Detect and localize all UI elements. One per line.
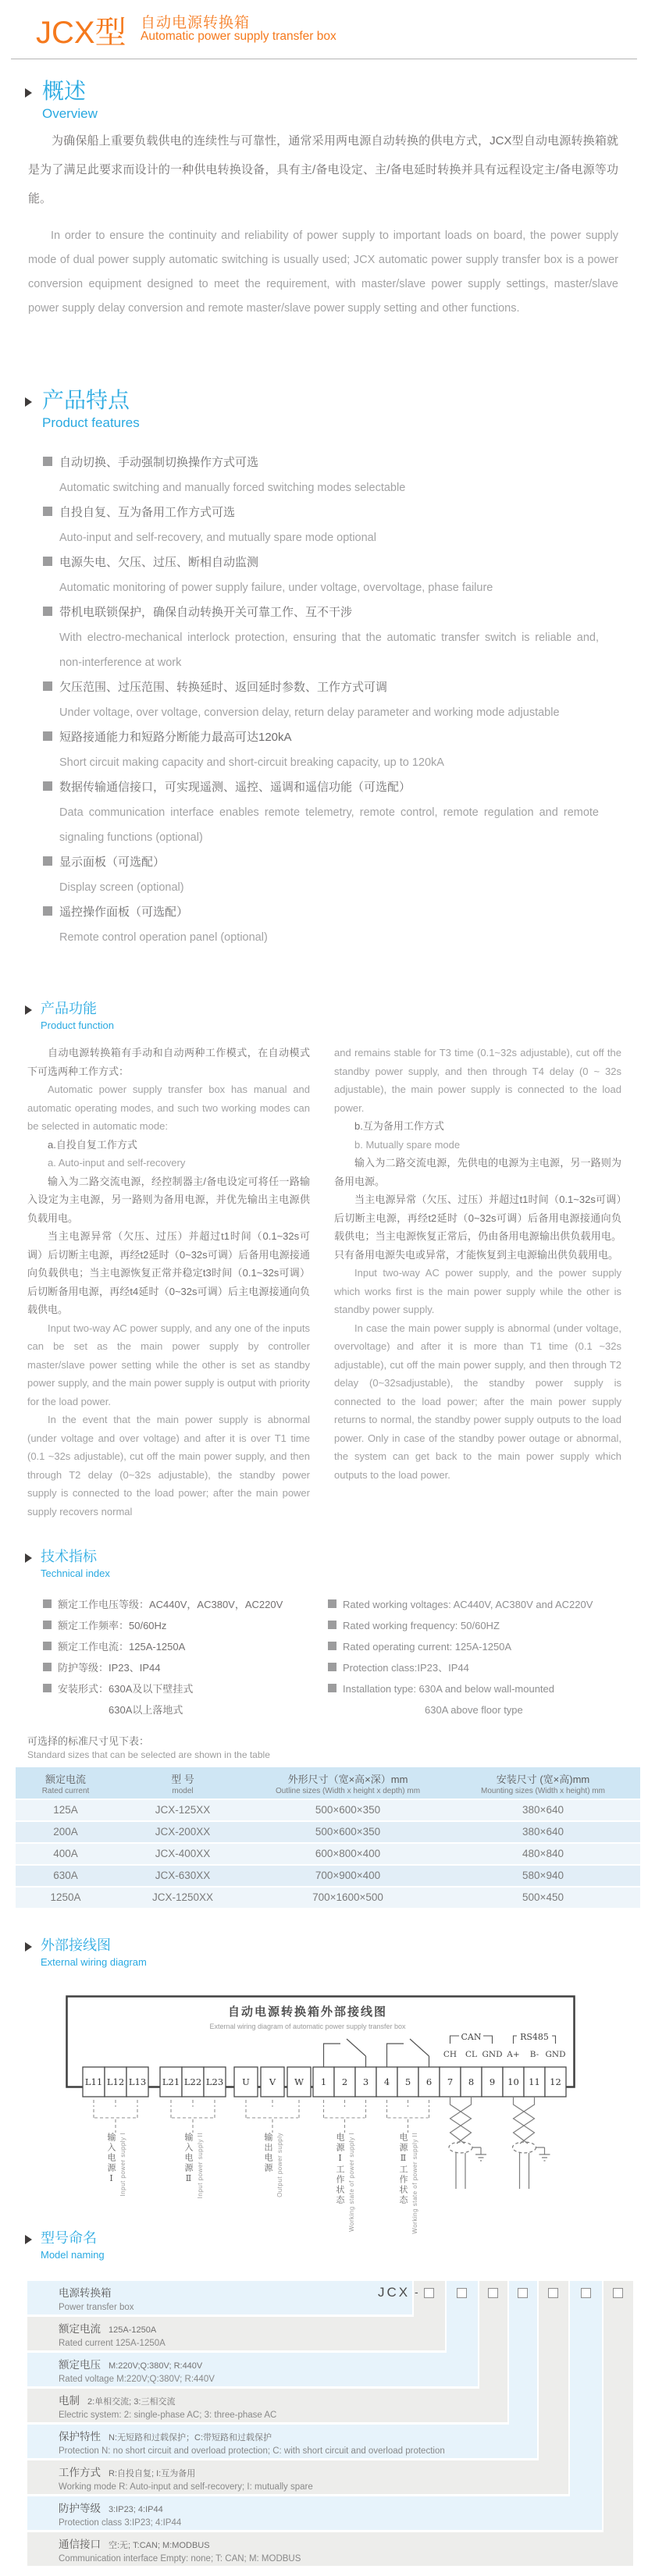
- wiring-heading-cn: 外部接线图: [41, 1937, 111, 1953]
- naming-row: 额定电流 125A-1250A Rated current 125A-1250A: [27, 2317, 445, 2350]
- comm-pin-label: CL: [465, 2050, 478, 2059]
- function-paragraph: Automatic power supply transfer box has manual and automatic operating modes, and such two working modes can be selected in automatic mode:: [27, 1083, 310, 1132]
- bullet-square-icon: [328, 1621, 336, 1629]
- function-paragraph: 当主电源异常（欠压、过压）并超过t1时间（0.1~32s可调）后切断主电源，再经t2延时（0~32s可调）后备用电源接通向负载供电；当主电源恢复正常并稳定t3时间（0.1~32s可调）后切断备用电源，再经t4延时（0~32s可调）后主电源接通向负载供电。: [27, 1230, 310, 1315]
- svg-text:1: 1: [320, 2076, 327, 2087]
- table-row: 125A JCX-125XX 500×600×350 380×640: [16, 1800, 640, 1820]
- ground-icon: [472, 2147, 486, 2161]
- function-paragraph: 输入为二路交流电源，先供电的电源为主电源，另一路则为备用电源。: [334, 1157, 621, 1187]
- svg-text:U: U: [242, 2076, 250, 2087]
- section-marker-icon: [25, 88, 32, 98]
- function-paragraph: 当主电源异常（欠压、过压）并超过t1时间（0.1~32s可调）后切断主电源，再经t2延时（0~32s可调）后备用电源接通向负载供电；当主电源恢复正常后，仍由备用电源输出供负载用电。只有备用电源失电或异常，才能恢复到主电源输出供负载用电。: [334, 1194, 621, 1261]
- naming-row: 工作方式 R:自投自复; I:互为备用 Working mode R: Auto-input and self-recovery; I: mutually spare: [27, 2460, 568, 2494]
- cable-label-group: 输入电源Ⅰ Input power supply I: [106, 2133, 126, 2197]
- bullet-square-icon: [43, 607, 52, 616]
- naming-row: 电制 2:单相交流; 3:三相交流 Electric system: 2: single-phase AC; 3: three-phase AC: [27, 2389, 507, 2422]
- wiring-heading-en: External wiring diagram: [41, 1955, 147, 1968]
- function-column-right: [334, 1044, 621, 1484]
- function-heading-en: Product function: [41, 1019, 114, 1031]
- svg-text:12: 12: [550, 2076, 561, 2087]
- bullet-square-icon: [328, 1642, 336, 1650]
- relay-contact-icon: [387, 2039, 429, 2067]
- model-code-dash: -: [415, 2286, 418, 2298]
- naming-heading-en: Model naming: [41, 2248, 105, 2261]
- svg-text:W: W: [294, 2076, 304, 2087]
- function-heading-cn: 产品功能: [41, 1001, 97, 1016]
- model-code-box: [518, 2288, 528, 2298]
- svg-text:2: 2: [341, 2076, 348, 2087]
- svg-text:L22: L22: [183, 2076, 202, 2087]
- svg-text:4: 4: [383, 2076, 390, 2087]
- svg-text:5: 5: [404, 2076, 411, 2087]
- section-technical-heading: [25, 1550, 110, 1579]
- column-header: 型 号 model: [171, 1773, 194, 1795]
- bullet-square-icon: [43, 906, 52, 916]
- naming-heading-cn: 型号命名: [41, 2230, 97, 2246]
- bullet-square-icon: [328, 1663, 336, 1671]
- bullet-square-icon: [43, 781, 52, 791]
- section-marker-icon: [25, 1553, 32, 1563]
- cable-label-group: 输入电源Ⅱ Input power supply II: [183, 2133, 204, 2199]
- bullet-square-icon: [43, 557, 52, 566]
- section-marker-icon: [25, 2235, 32, 2244]
- section-marker-icon: [25, 1005, 32, 1015]
- technical-item: 安装形式：630A及以下壁挂式: [43, 1678, 316, 1699]
- overview-heading-cn: 概述: [42, 79, 87, 103]
- section-overview-heading: [25, 80, 98, 122]
- bullet-square-icon: [43, 856, 52, 866]
- function-paragraph: b. Mutually spare mode: [354, 1138, 461, 1151]
- ground-icon: [536, 2147, 550, 2161]
- sizes-table: [16, 1767, 640, 1908]
- comm-pin-label: GND: [482, 2050, 503, 2059]
- features-list: [43, 450, 599, 950]
- table-row: 1250A JCX-1250XX 700×1600×500 500×450: [16, 1888, 640, 1908]
- section-naming-heading: [25, 2231, 105, 2261]
- twisted-pair-can: [449, 2097, 486, 2189]
- feature-item-en: Automatic switching and manually forced switching modes selectable: [59, 482, 406, 494]
- feature-item-cn: 欠压范围、过压范围、转换延时、返回延时参数、工作方式可调: [43, 675, 599, 700]
- section-wiring-heading: [25, 1938, 147, 1968]
- comm-pin-label: CH: [443, 2050, 458, 2059]
- twisted-pair-rs485: [513, 2097, 550, 2189]
- function-paragraph: Input two-way AC power supply, and any one of the inputs can be set as the main power supply by controller master/slave power setting while the other is set as standby power supply, and the main power supply is output with priority for the load power.: [27, 1322, 310, 1407]
- svg-text:L13: L13: [128, 2076, 147, 2087]
- overview-heading-en: Overview: [42, 105, 98, 121]
- function-paragraph: 自动电源转换箱有手动和自动两种工作模式，在自动模式下可选两种工作方式：: [27, 1047, 310, 1077]
- feature-item-en: Auto-input and self-recovery, and mutually spare mode optional: [59, 532, 376, 544]
- bullet-square-icon: [43, 1642, 52, 1650]
- sizes-note-cn: 可选择的标准尺寸见下表：: [27, 1735, 150, 1747]
- product-title-cn: 自动电源转换箱: [141, 15, 251, 31]
- svg-text:8: 8: [468, 2076, 475, 2087]
- technical-item-continuation: 630A above floor type: [425, 1704, 523, 1716]
- svg-text:V: V: [269, 2076, 276, 2087]
- wiring-title-en: External wiring diagram of automatic power supply transfer box: [209, 2023, 406, 2030]
- wiring-diagram: [66, 1995, 575, 2245]
- bullet-square-icon: [43, 1599, 52, 1608]
- naming-strip: [603, 2281, 633, 2566]
- feature-item-cn: 显示面板（可选配）: [43, 850, 599, 875]
- feature-item-en: Data communication interface enables remote telemetry, remote control, remote regulation and remote signaling functions (optional): [59, 806, 599, 844]
- relay-contact-icon: [324, 2039, 366, 2067]
- bullet-square-icon: [43, 1684, 52, 1692]
- function-column-left: [27, 1044, 310, 1521]
- section-marker-icon: [25, 1942, 32, 1952]
- overview-paragraph-cn: 为确保船上重要负载供电的连续性与可靠性，通常采用两电源自动转换的供电方式，JCX型自动电源转换箱就是为了满足此要求而设计的一种供电转换设备，具有主/备电设定、主/备电延时转换并具有远程设定主/备电源等功能。: [28, 134, 618, 205]
- svg-text:9: 9: [489, 2076, 496, 2087]
- naming-strip: [570, 2281, 602, 2530]
- table-row: 630A JCX-630XX 700×900×400 580×940: [16, 1866, 640, 1886]
- function-paragraph: 输入为二路交流电源，经控制器主/备电设定可将任一路输入设定为主电源，另一路则为备用电源，并优先输出主电源供负载用电。: [27, 1175, 310, 1224]
- naming-row: 额定电压 M:220V;Q:380V; R:440V Rated voltage M:220V;Q:380V; R:440V: [27, 2353, 478, 2386]
- naming-row: 电源转换箱 Power transfer box: [27, 2281, 412, 2314]
- wiring-diagram-svg: [66, 1995, 575, 2198]
- feature-item-en: Automatic monitoring of power supply failure, under voltage, overvoltage, phase failure: [59, 582, 493, 594]
- model-code-box: [457, 2288, 467, 2298]
- bullet-square-icon: [43, 681, 52, 691]
- technical-item: Protection class:IP23、IP44: [328, 1657, 632, 1678]
- naming-row: 防护等级 3:IP23; 4:IP44 Protection class 3:IP23; 4:IP44: [27, 2496, 602, 2530]
- sizes-table-header: [16, 1767, 640, 1799]
- cable-label-group: 电源Ⅱ工作状态 Working state of power supply II: [398, 2133, 418, 2234]
- naming-row: 保护特性 N:无短路和过载保护；C:带短路和过载保护 Protection N: no short circuit and overload protection; C: with short circuit and overload protection: [27, 2425, 537, 2458]
- feature-item-en: Short circuit making capacity and short-circuit breaking capacity, up to 120kA: [59, 756, 444, 769]
- feature-item-en: Under voltage, over voltage, conversion delay, return delay parameter and working mode adjustable: [59, 706, 560, 719]
- wiring-title-cn: 自动电源转换箱外部接线图: [227, 2005, 388, 2019]
- product-model-title: JCX型: [36, 16, 126, 50]
- model-code-prefix: JCX: [378, 2285, 411, 2300]
- column-header: 外形尺寸（宽×高×深）mm Outline sizes (Width x height x depth) mm: [275, 1773, 421, 1795]
- feature-item-cn: 遥控操作面板（可选配）: [43, 900, 599, 925]
- model-code-box: [424, 2288, 434, 2298]
- feature-item-en: Remote control operation panel (optional): [59, 931, 268, 944]
- feature-item-cn: 自动切换、手动强制切换操作方式可选: [43, 450, 599, 475]
- bullet-square-icon: [43, 457, 52, 466]
- rs485-bus-label: RS485: [520, 2032, 549, 2042]
- section-marker-icon: [25, 397, 32, 407]
- feature-item-cn: 带机电联锁保护，确保自动转换开关可靠工作、互不干涉: [43, 600, 599, 625]
- function-paragraph: and remains stable for T3 time (0.1~32s adjustable), cut off the standby power supply, and then through T4 delay (0 ~ 32s adjustable), the main power supply is connected to the load power.: [334, 1047, 621, 1114]
- function-paragraph: In case the main power supply is abnormal (under voltage, overvoltage) and after it is more than T1 time (0.1 ~32s adjustable), cut off the main power supply, and then through T2 delay (0~32sadjustable), the standby power supply is connected to the load power; after the main power supply returns to normal, the standby power supply outputs to the load power. Only in case of the standby power outage or abnormal, the system can get back to the main power supply which outputs to the load power.: [334, 1322, 621, 1481]
- bullet-square-icon: [328, 1599, 336, 1608]
- function-paragraph: In the event that the main power supply is abnormal (under voltage and over voltage) and after it is over T1 time (0.1 ~32s adjustable), cut off the main power supply, and then through T2 delay (0~32s adjustable), the standby power supply is connected to the load power; after the main power supply recovers normal: [27, 1414, 310, 1517]
- product-title-en: Automatic power supply transfer box: [141, 30, 336, 43]
- naming-row: 通信接口 空:无; T:CAN; M:MODBUS Communication interface Empty: none; T: CAN; M: MODBUS: [27, 2532, 633, 2566]
- function-paragraph: Input two-way AC power supply, and the power supply which works first is the main power supply while the other is standby power supply.: [334, 1267, 621, 1315]
- feature-item-cn: 自投自复、互为备用工作方式可选: [43, 500, 599, 525]
- bullet-square-icon: [43, 1663, 52, 1671]
- bullet-square-icon: [328, 1684, 336, 1692]
- overview-body: [28, 126, 618, 321]
- technical-heading-cn: 技术指标: [41, 1549, 97, 1564]
- svg-text:L11: L11: [84, 2076, 103, 2087]
- table-row: 400A JCX-400XX 600×800×400 480×840: [16, 1844, 640, 1864]
- bullet-square-icon: [43, 507, 52, 516]
- sizes-note-en: Standard sizes that can be selected are shown in the table: [27, 1749, 270, 1760]
- comm-pin-label: B-: [529, 2050, 539, 2059]
- function-paragraph: b.互为备用工作方式: [354, 1120, 444, 1132]
- model-code-box: [488, 2288, 498, 2298]
- technical-item: Rated operating current: 125A-1250A: [328, 1636, 632, 1657]
- technical-item: Rated working frequency: 50/60HZ: [328, 1615, 632, 1636]
- technical-heading-en: Technical index: [41, 1567, 110, 1579]
- svg-text:11: 11: [529, 2076, 540, 2087]
- can-bus-label: CAN: [461, 2032, 482, 2042]
- feature-item-cn: 电源失电、欠压、过压、断相自动监测: [43, 550, 599, 575]
- feature-item-en: With electro-mechanical interlock protection, ensuring that the automatic transfer switch is reliable and, non-interference at work: [59, 632, 599, 669]
- features-heading-en: Product features: [42, 415, 140, 430]
- terminal-labels: [85, 2076, 561, 2087]
- bullet-square-icon: [43, 1621, 52, 1629]
- function-paragraph: a.自投自复工作方式: [48, 1138, 137, 1151]
- cable-group-brackets: [94, 2100, 429, 2133]
- section-features-heading: [25, 389, 140, 431]
- cable-label-group: 电源Ⅰ工作状态 Working state of power supply I: [335, 2133, 355, 2232]
- comm-pin-label: A+: [507, 2050, 520, 2059]
- cable-label-group: 输出电源 Output power supply: [263, 2133, 283, 2197]
- feature-item-cn: 短路接通能力和短路分断能力最高可达120kA: [43, 725, 599, 750]
- comm-pin-label: GND: [545, 2050, 566, 2059]
- svg-text:L12: L12: [106, 2076, 125, 2087]
- table-row: 200A JCX-200XX 500×600×350 380×640: [16, 1822, 640, 1842]
- svg-text:L21: L21: [162, 2076, 180, 2087]
- model-code-box: [613, 2288, 623, 2298]
- feature-item-en: Display screen (optional): [59, 881, 184, 894]
- model-code-box: [548, 2288, 558, 2298]
- technical-item: 防护等级：IP23、IP44: [43, 1657, 316, 1678]
- svg-text:L23: L23: [205, 2076, 224, 2087]
- technical-item: 额定工作频率：50/60Hz: [43, 1615, 316, 1636]
- svg-text:3: 3: [362, 2076, 369, 2087]
- section-function-heading: [25, 1002, 114, 1031]
- model-code-box: [581, 2288, 591, 2298]
- technical-list-right: [328, 1594, 632, 1720]
- svg-text:6: 6: [425, 2076, 433, 2087]
- technical-item-continuation: 630A以上落地式: [109, 1704, 183, 1716]
- column-header: 额定电流 Rated current: [41, 1773, 90, 1795]
- technical-item: Installation type: 630A and below wall-mounted: [328, 1678, 632, 1699]
- feature-item-cn: 数据传输通信接口，可实现遥测、遥控、遥调和遥信功能（可选配）: [43, 775, 599, 800]
- technical-list-left: [43, 1594, 316, 1720]
- features-heading-cn: 产品特点: [42, 388, 130, 412]
- overview-paragraph-en: In order to ensure the continuity and reliability of power supply to important loads on board, the power supply mode of dual power supply automatic switching is usually used; JCX automatic power supply transfer box is a power conversion equipment designed to meet the requirement, with master/slave power supply settings, master/slave power supply delay conversion and remote master/slave power supply setting and other functions.: [28, 229, 618, 315]
- technical-item: 额定工作电流：125A-1250A: [43, 1636, 316, 1657]
- svg-text:7: 7: [447, 2076, 454, 2087]
- bullet-square-icon: [43, 731, 52, 741]
- svg-text:10: 10: [507, 2076, 519, 2087]
- function-paragraph: a. Auto-input and self-recovery: [48, 1157, 186, 1169]
- column-header: 安装尺寸 (宽×高)mm Mounting sizes (Width x height) mm: [481, 1773, 605, 1795]
- technical-item: Rated working voltages: AC440V, AC380V and AC220V: [328, 1594, 632, 1615]
- technical-item: 额定工作电压等级：AC440V，AC380V，AC220V: [43, 1594, 316, 1615]
